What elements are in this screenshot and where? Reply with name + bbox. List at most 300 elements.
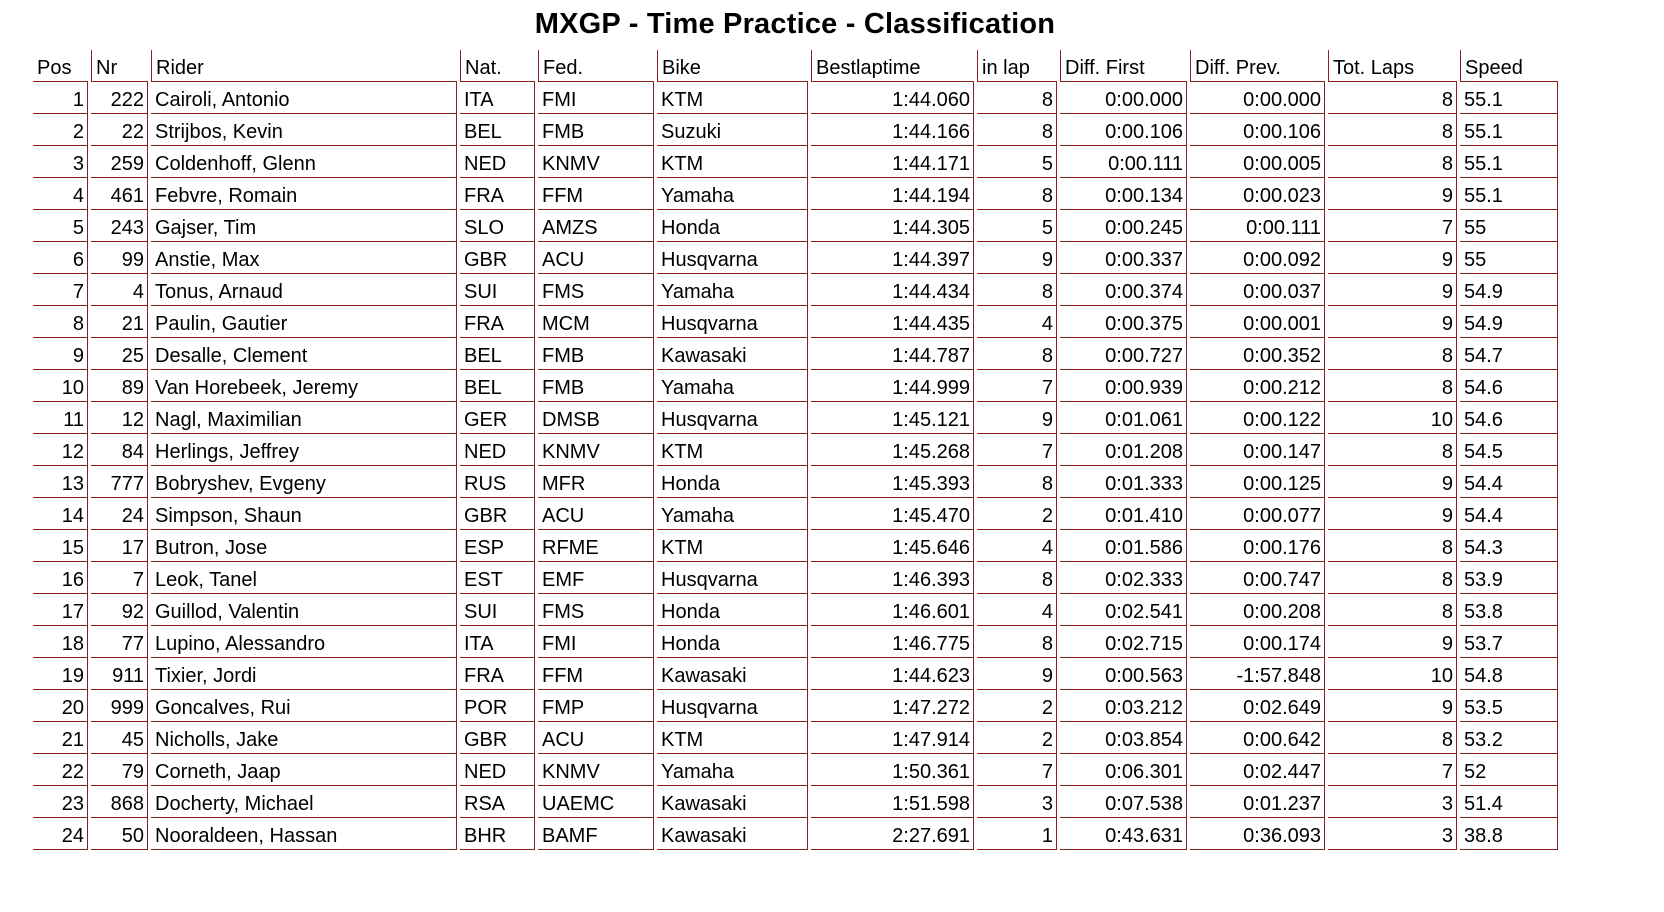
- cell-rider: Leok, Tanel: [151, 562, 457, 594]
- cell-nr: 777: [91, 466, 148, 498]
- cell-bestlaptime: 1:45.646: [811, 530, 974, 562]
- cell-bike: Honda: [657, 466, 808, 498]
- table-row: [33, 754, 1558, 786]
- cell-diff-first: 0:00.134: [1060, 178, 1187, 210]
- cell-nat: GBR: [460, 242, 535, 274]
- cell-speed: 54.8: [1460, 658, 1558, 690]
- cell-diff-first: 0:43.631: [1060, 818, 1187, 850]
- cell-tot-laps: 3: [1328, 786, 1457, 818]
- cell-diff-prev: 0:00.005: [1190, 146, 1325, 178]
- cell-bike: KTM: [657, 146, 808, 178]
- cell-fed: FFM: [538, 178, 654, 210]
- cell-fed: AMZS: [538, 210, 654, 242]
- cell-diff-prev: 0:00.023: [1190, 178, 1325, 210]
- cell-nr: 17: [91, 530, 148, 562]
- cell-in-lap: 8: [977, 338, 1057, 370]
- cell-nat: POR: [460, 690, 535, 722]
- cell-diff-first: 0:01.208: [1060, 434, 1187, 466]
- cell-bike: Husqvarna: [657, 562, 808, 594]
- cell-bestlaptime: 1:46.601: [811, 594, 974, 626]
- cell-bestlaptime: 1:46.775: [811, 626, 974, 658]
- cell-pos: 14: [33, 498, 88, 530]
- cell-bestlaptime: 1:46.393: [811, 562, 974, 594]
- cell-diff-first: 0:03.854: [1060, 722, 1187, 754]
- cell-diff-prev: 0:00.125: [1190, 466, 1325, 498]
- cell-nr: 222: [91, 82, 148, 114]
- cell-tot-laps: 8: [1328, 146, 1457, 178]
- cell-fed: KNMV: [538, 754, 654, 786]
- cell-nat: GBR: [460, 498, 535, 530]
- cell-diff-prev: 0:00.092: [1190, 242, 1325, 274]
- cell-nr: 22: [91, 114, 148, 146]
- cell-pos: 3: [33, 146, 88, 178]
- cell-nr: 999: [91, 690, 148, 722]
- table-row: [33, 722, 1558, 754]
- cell-fed: KNMV: [538, 434, 654, 466]
- cell-tot-laps: 8: [1328, 562, 1457, 594]
- cell-bike: Honda: [657, 210, 808, 242]
- cell-pos: 6: [33, 242, 88, 274]
- cell-fed: FMS: [538, 274, 654, 306]
- cell-fed: FFM: [538, 658, 654, 690]
- cell-diff-first: 0:01.586: [1060, 530, 1187, 562]
- cell-diff-first: 0:00.245: [1060, 210, 1187, 242]
- column-header-rider: Rider: [151, 50, 457, 82]
- cell-in-lap: 8: [977, 274, 1057, 306]
- cell-rider: Simpson, Shaun: [151, 498, 457, 530]
- cell-fed: FMI: [538, 82, 654, 114]
- cell-diff-first: 0:03.212: [1060, 690, 1187, 722]
- cell-tot-laps: 9: [1328, 306, 1457, 338]
- cell-nr: 7: [91, 562, 148, 594]
- header-row: [33, 50, 1558, 82]
- cell-rider: Tixier, Jordi: [151, 658, 457, 690]
- cell-bestlaptime: 1:44.787: [811, 338, 974, 370]
- cell-nat: BEL: [460, 370, 535, 402]
- table-row: [33, 434, 1558, 466]
- cell-diff-first: 0:00.337: [1060, 242, 1187, 274]
- cell-diff-first: 0:00.375: [1060, 306, 1187, 338]
- cell-in-lap: 2: [977, 690, 1057, 722]
- cell-diff-first: 0:01.061: [1060, 402, 1187, 434]
- cell-diff-first: 0:00.374: [1060, 274, 1187, 306]
- cell-in-lap: 8: [977, 562, 1057, 594]
- cell-pos: 16: [33, 562, 88, 594]
- cell-rider: Paulin, Gautier: [151, 306, 457, 338]
- cell-pos: 10: [33, 370, 88, 402]
- cell-pos: 9: [33, 338, 88, 370]
- cell-nat: EST: [460, 562, 535, 594]
- cell-nat: BEL: [460, 114, 535, 146]
- cell-in-lap: 9: [977, 658, 1057, 690]
- cell-nat: RUS: [460, 466, 535, 498]
- cell-diff-prev: 0:00.000: [1190, 82, 1325, 114]
- cell-nr: 243: [91, 210, 148, 242]
- cell-speed: 53.7: [1460, 626, 1558, 658]
- cell-pos: 11: [33, 402, 88, 434]
- cell-nr: 12: [91, 402, 148, 434]
- cell-speed: 53.8: [1460, 594, 1558, 626]
- cell-fed: BAMF: [538, 818, 654, 850]
- cell-diff-prev: 0:00.352: [1190, 338, 1325, 370]
- cell-diff-prev: 0:00.111: [1190, 210, 1325, 242]
- cell-nat: ESP: [460, 530, 535, 562]
- cell-tot-laps: 8: [1328, 594, 1457, 626]
- cell-diff-first: 0:07.538: [1060, 786, 1187, 818]
- cell-diff-prev: 0:00.147: [1190, 434, 1325, 466]
- cell-pos: 22: [33, 754, 88, 786]
- cell-diff-first: 0:02.715: [1060, 626, 1187, 658]
- cell-rider: Anstie, Max: [151, 242, 457, 274]
- cell-speed: 52: [1460, 754, 1558, 786]
- cell-nr: 911: [91, 658, 148, 690]
- cell-nat: GBR: [460, 722, 535, 754]
- table-row: [33, 690, 1558, 722]
- cell-fed: ACU: [538, 722, 654, 754]
- cell-diff-prev: 0:00.642: [1190, 722, 1325, 754]
- cell-nat: NED: [460, 434, 535, 466]
- cell-diff-first: 0:00.939: [1060, 370, 1187, 402]
- cell-bestlaptime: 1:47.914: [811, 722, 974, 754]
- cell-pos: 1: [33, 82, 88, 114]
- cell-in-lap: 9: [977, 402, 1057, 434]
- cell-bike: Yamaha: [657, 274, 808, 306]
- cell-tot-laps: 9: [1328, 626, 1457, 658]
- cell-diff-prev: 0:00.122: [1190, 402, 1325, 434]
- cell-in-lap: 8: [977, 178, 1057, 210]
- cell-bestlaptime: 1:51.598: [811, 786, 974, 818]
- cell-rider: Nagl, Maximilian: [151, 402, 457, 434]
- cell-fed: FMB: [538, 114, 654, 146]
- table-row: [33, 338, 1558, 370]
- cell-pos: 5: [33, 210, 88, 242]
- cell-fed: RFME: [538, 530, 654, 562]
- cell-speed: 54.3: [1460, 530, 1558, 562]
- cell-bike: Husqvarna: [657, 242, 808, 274]
- cell-rider: Docherty, Michael: [151, 786, 457, 818]
- table-row: [33, 242, 1558, 274]
- cell-speed: 53.9: [1460, 562, 1558, 594]
- cell-in-lap: 8: [977, 626, 1057, 658]
- cell-diff-prev: 0:00.077: [1190, 498, 1325, 530]
- cell-tot-laps: 8: [1328, 370, 1457, 402]
- cell-in-lap: 4: [977, 594, 1057, 626]
- cell-nat: NED: [460, 754, 535, 786]
- cell-bestlaptime: 1:44.435: [811, 306, 974, 338]
- cell-bike: Husqvarna: [657, 402, 808, 434]
- table-row: [33, 82, 1558, 114]
- cell-bike: Kawasaki: [657, 818, 808, 850]
- cell-tot-laps: 9: [1328, 690, 1457, 722]
- cell-nr: 84: [91, 434, 148, 466]
- cell-fed: FMB: [538, 338, 654, 370]
- cell-speed: 54.4: [1460, 466, 1558, 498]
- table-row: [33, 466, 1558, 498]
- cell-bestlaptime: 1:45.393: [811, 466, 974, 498]
- cell-diff-prev: 0:36.093: [1190, 818, 1325, 850]
- cell-speed: 54.9: [1460, 274, 1558, 306]
- cell-diff-first: 0:00.106: [1060, 114, 1187, 146]
- cell-speed: 51.4: [1460, 786, 1558, 818]
- cell-rider: Goncalves, Rui: [151, 690, 457, 722]
- cell-rider: Nicholls, Jake: [151, 722, 457, 754]
- cell-diff-first: 0:00.563: [1060, 658, 1187, 690]
- cell-bestlaptime: 1:45.268: [811, 434, 974, 466]
- table-body: [33, 82, 1558, 850]
- cell-bestlaptime: 1:44.171: [811, 146, 974, 178]
- cell-diff-prev: 0:01.237: [1190, 786, 1325, 818]
- cell-fed: UAEMC: [538, 786, 654, 818]
- cell-bestlaptime: 1:45.121: [811, 402, 974, 434]
- cell-rider: Lupino, Alessandro: [151, 626, 457, 658]
- column-header-nr: Nr: [91, 50, 148, 82]
- cell-nr: 89: [91, 370, 148, 402]
- cell-fed: FMP: [538, 690, 654, 722]
- cell-pos: 4: [33, 178, 88, 210]
- column-header-diff-prev: Diff. Prev.: [1190, 50, 1325, 82]
- cell-fed: MCM: [538, 306, 654, 338]
- cell-bestlaptime: 1:45.470: [811, 498, 974, 530]
- cell-nr: 868: [91, 786, 148, 818]
- cell-bike: KTM: [657, 530, 808, 562]
- cell-diff-prev: 0:00.174: [1190, 626, 1325, 658]
- cell-nat: FRA: [460, 658, 535, 690]
- cell-pos: 24: [33, 818, 88, 850]
- cell-diff-prev: 0:00.106: [1190, 114, 1325, 146]
- cell-diff-prev: 0:00.001: [1190, 306, 1325, 338]
- cell-bike: Suzuki: [657, 114, 808, 146]
- cell-diff-first: 0:01.333: [1060, 466, 1187, 498]
- cell-in-lap: 1: [977, 818, 1057, 850]
- column-header-speed: Speed: [1460, 50, 1558, 82]
- table-row: [33, 530, 1558, 562]
- cell-in-lap: 8: [977, 82, 1057, 114]
- cell-pos: 19: [33, 658, 88, 690]
- cell-bestlaptime: 1:44.434: [811, 274, 974, 306]
- cell-rider: Guillod, Valentin: [151, 594, 457, 626]
- table-row: [33, 498, 1558, 530]
- table-row: [33, 146, 1558, 178]
- cell-rider: Cairoli, Antonio: [151, 82, 457, 114]
- cell-bike: Honda: [657, 594, 808, 626]
- column-header-fed: Fed.: [538, 50, 654, 82]
- cell-fed: ACU: [538, 242, 654, 274]
- cell-nat: FRA: [460, 306, 535, 338]
- cell-nr: 24: [91, 498, 148, 530]
- cell-nat: GER: [460, 402, 535, 434]
- cell-pos: 13: [33, 466, 88, 498]
- cell-diff-first: 0:00.111: [1060, 146, 1187, 178]
- cell-bike: Yamaha: [657, 754, 808, 786]
- cell-diff-prev: 0:00.208: [1190, 594, 1325, 626]
- cell-bestlaptime: 1:44.060: [811, 82, 974, 114]
- cell-tot-laps: 9: [1328, 274, 1457, 306]
- cell-nat: NED: [460, 146, 535, 178]
- cell-fed: ACU: [538, 498, 654, 530]
- cell-bike: Kawasaki: [657, 658, 808, 690]
- table-row: [33, 562, 1558, 594]
- table-row: [33, 178, 1558, 210]
- cell-in-lap: 9: [977, 242, 1057, 274]
- cell-tot-laps: 9: [1328, 466, 1457, 498]
- cell-pos: 17: [33, 594, 88, 626]
- table-row: [33, 306, 1558, 338]
- cell-fed: FMI: [538, 626, 654, 658]
- cell-tot-laps: 9: [1328, 242, 1457, 274]
- cell-rider: Nooraldeen, Hassan: [151, 818, 457, 850]
- cell-speed: 38.8: [1460, 818, 1558, 850]
- cell-nr: 77: [91, 626, 148, 658]
- cell-diff-prev: 0:00.212: [1190, 370, 1325, 402]
- column-header-in-lap: in lap: [977, 50, 1057, 82]
- cell-speed: 55.1: [1460, 146, 1558, 178]
- cell-rider: Coldenhoff, Glenn: [151, 146, 457, 178]
- table-row: [33, 594, 1558, 626]
- cell-diff-first: 0:02.541: [1060, 594, 1187, 626]
- cell-diff-prev: 0:00.176: [1190, 530, 1325, 562]
- cell-speed: 53.5: [1460, 690, 1558, 722]
- cell-tot-laps: 8: [1328, 722, 1457, 754]
- cell-speed: 54.4: [1460, 498, 1558, 530]
- cell-bike: KTM: [657, 434, 808, 466]
- cell-bestlaptime: 1:44.305: [811, 210, 974, 242]
- table-row: [33, 370, 1558, 402]
- cell-fed: MFR: [538, 466, 654, 498]
- table-row: [33, 210, 1558, 242]
- cell-diff-prev: 0:02.649: [1190, 690, 1325, 722]
- table-row: [33, 402, 1558, 434]
- cell-speed: 54.9: [1460, 306, 1558, 338]
- cell-rider: Butron, Jose: [151, 530, 457, 562]
- cell-nr: 461: [91, 178, 148, 210]
- cell-in-lap: 7: [977, 754, 1057, 786]
- column-header-tot-laps: Tot. Laps: [1328, 50, 1457, 82]
- cell-diff-first: 0:00.727: [1060, 338, 1187, 370]
- cell-bike: Husqvarna: [657, 690, 808, 722]
- column-header-nat: Nat.: [460, 50, 535, 82]
- cell-fed: DMSB: [538, 402, 654, 434]
- cell-bestlaptime: 1:44.397: [811, 242, 974, 274]
- cell-nr: 45: [91, 722, 148, 754]
- cell-pos: 23: [33, 786, 88, 818]
- cell-nat: BHR: [460, 818, 535, 850]
- cell-in-lap: 5: [977, 146, 1057, 178]
- cell-tot-laps: 10: [1328, 402, 1457, 434]
- cell-nat: FRA: [460, 178, 535, 210]
- cell-pos: 18: [33, 626, 88, 658]
- cell-in-lap: 8: [977, 114, 1057, 146]
- cell-nat: BEL: [460, 338, 535, 370]
- cell-speed: 55: [1460, 242, 1558, 274]
- cell-nr: 50: [91, 818, 148, 850]
- cell-nat: ITA: [460, 626, 535, 658]
- cell-bike: Honda: [657, 626, 808, 658]
- cell-bestlaptime: 1:50.361: [811, 754, 974, 786]
- cell-fed: KNMV: [538, 146, 654, 178]
- cell-nr: 21: [91, 306, 148, 338]
- cell-pos: 12: [33, 434, 88, 466]
- cell-bestlaptime: 1:44.623: [811, 658, 974, 690]
- cell-diff-prev: 0:00.037: [1190, 274, 1325, 306]
- classification-table: [30, 50, 1561, 850]
- column-header-diff-first: Diff. First: [1060, 50, 1187, 82]
- table-row: [33, 786, 1558, 818]
- cell-nat: SUI: [460, 594, 535, 626]
- cell-in-lap: 8: [977, 466, 1057, 498]
- cell-speed: 54.7: [1460, 338, 1558, 370]
- cell-pos: 8: [33, 306, 88, 338]
- cell-nr: 79: [91, 754, 148, 786]
- cell-diff-first: 0:06.301: [1060, 754, 1187, 786]
- table-row: [33, 274, 1558, 306]
- cell-speed: 55.1: [1460, 178, 1558, 210]
- cell-bike: Kawasaki: [657, 786, 808, 818]
- cell-speed: 54.6: [1460, 370, 1558, 402]
- cell-tot-laps: 9: [1328, 498, 1457, 530]
- cell-pos: 15: [33, 530, 88, 562]
- cell-rider: Bobryshev, Evgeny: [151, 466, 457, 498]
- cell-fed: FMS: [538, 594, 654, 626]
- cell-bike: KTM: [657, 722, 808, 754]
- column-header-bike: Bike: [657, 50, 808, 82]
- cell-nr: 99: [91, 242, 148, 274]
- cell-nr: 259: [91, 146, 148, 178]
- cell-in-lap: 7: [977, 370, 1057, 402]
- column-header-pos: Pos: [33, 50, 88, 82]
- cell-fed: EMF: [538, 562, 654, 594]
- cell-in-lap: 3: [977, 786, 1057, 818]
- cell-in-lap: 7: [977, 434, 1057, 466]
- cell-rider: Tonus, Arnaud: [151, 274, 457, 306]
- cell-speed: 54.5: [1460, 434, 1558, 466]
- cell-bestlaptime: 2:27.691: [811, 818, 974, 850]
- cell-diff-prev: -1:57.848: [1190, 658, 1325, 690]
- cell-rider: Gajser, Tim: [151, 210, 457, 242]
- cell-rider: Strijbos, Kevin: [151, 114, 457, 146]
- cell-in-lap: 2: [977, 722, 1057, 754]
- cell-nr: 92: [91, 594, 148, 626]
- cell-tot-laps: 9: [1328, 178, 1457, 210]
- cell-pos: 21: [33, 722, 88, 754]
- cell-speed: 55.1: [1460, 114, 1558, 146]
- table-row: [33, 658, 1558, 690]
- cell-speed: 55.1: [1460, 82, 1558, 114]
- cell-diff-first: 0:02.333: [1060, 562, 1187, 594]
- cell-bike: KTM: [657, 82, 808, 114]
- cell-tot-laps: 10: [1328, 658, 1457, 690]
- cell-nat: SUI: [460, 274, 535, 306]
- cell-tot-laps: 8: [1328, 82, 1457, 114]
- cell-tot-laps: 8: [1328, 530, 1457, 562]
- cell-nat: RSA: [460, 786, 535, 818]
- cell-bike: Yamaha: [657, 178, 808, 210]
- cell-rider: Febvre, Romain: [151, 178, 457, 210]
- cell-nat: ITA: [460, 82, 535, 114]
- cell-pos: 2: [33, 114, 88, 146]
- cell-nr: 25: [91, 338, 148, 370]
- cell-bike: Kawasaki: [657, 338, 808, 370]
- cell-pos: 7: [33, 274, 88, 306]
- cell-bestlaptime: 1:44.194: [811, 178, 974, 210]
- cell-in-lap: 4: [977, 530, 1057, 562]
- cell-nat: SLO: [460, 210, 535, 242]
- cell-tot-laps: 8: [1328, 434, 1457, 466]
- cell-diff-prev: 0:00.747: [1190, 562, 1325, 594]
- cell-diff-prev: 0:02.447: [1190, 754, 1325, 786]
- cell-bestlaptime: 1:44.999: [811, 370, 974, 402]
- cell-nr: 4: [91, 274, 148, 306]
- column-header-bestlaptime: Bestlaptime: [811, 50, 974, 82]
